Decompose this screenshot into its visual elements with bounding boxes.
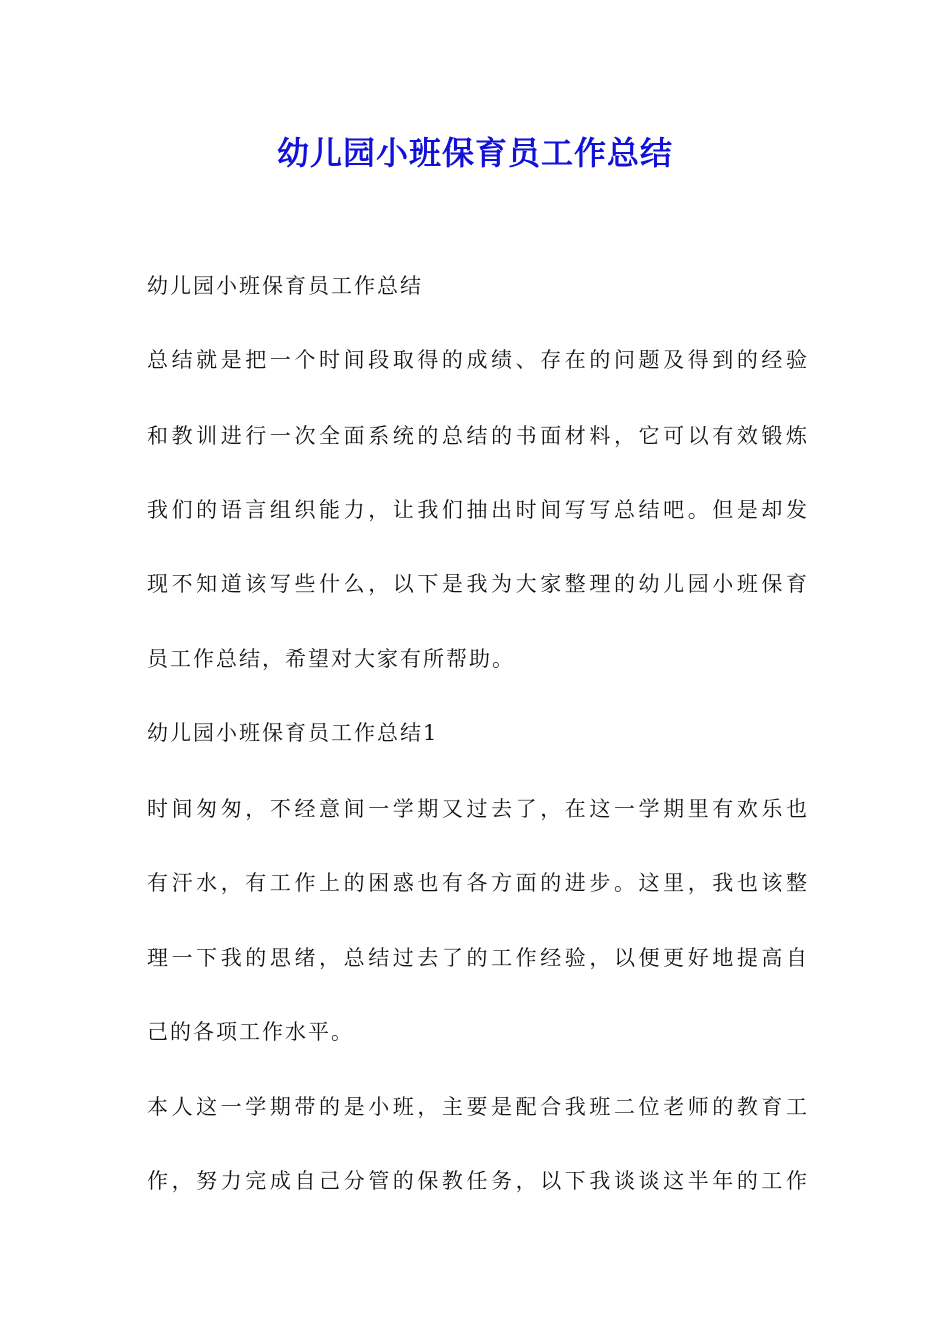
intro-line-1: 总结就是把一个时间段取得的成绩、存在的问题及得到的经验 <box>147 348 807 372</box>
para1-line-2: 有汗水，有工作上的困惑也有各方面的进步。这里，我也该整 <box>147 871 807 895</box>
intro-line-2: 和教训进行一次全面系统的总结的书面材料，它可以有效锻炼 <box>147 424 807 448</box>
section-heading-1: 幼儿园小班保育员工作总结1 <box>147 721 439 745</box>
document-title: 幼儿园小班保育员工作总结 <box>276 134 673 172</box>
para1-line-4: 己的各项工作水平。 <box>147 1020 354 1044</box>
para1-line-1: 时间匆匆，不经意间一学期又过去了，在这一学期里有欢乐也 <box>147 797 807 821</box>
para2-line-2: 作，努力完成自己分管的保教任务，以下我谈谈这半年的工作 <box>147 1169 807 1193</box>
intro-line-4: 现不知道该写些什么，以下是我为大家整理的幼儿园小班保育 <box>147 572 807 596</box>
para1-line-3: 理一下我的思绪，总结过去了的工作经验，以便更好地提高自 <box>147 946 807 970</box>
subtitle-line: 幼儿园小班保育员工作总结 <box>147 274 423 298</box>
intro-line-3: 我们的语言组织能力，让我们抽出时间写写总结吧。但是却发 <box>147 498 807 522</box>
intro-line-5: 员工作总结，希望对大家有所帮助。 <box>147 647 515 671</box>
para2-line-1: 本人这一学期带的是小班，主要是配合我班二位老师的教育工 <box>147 1095 807 1119</box>
